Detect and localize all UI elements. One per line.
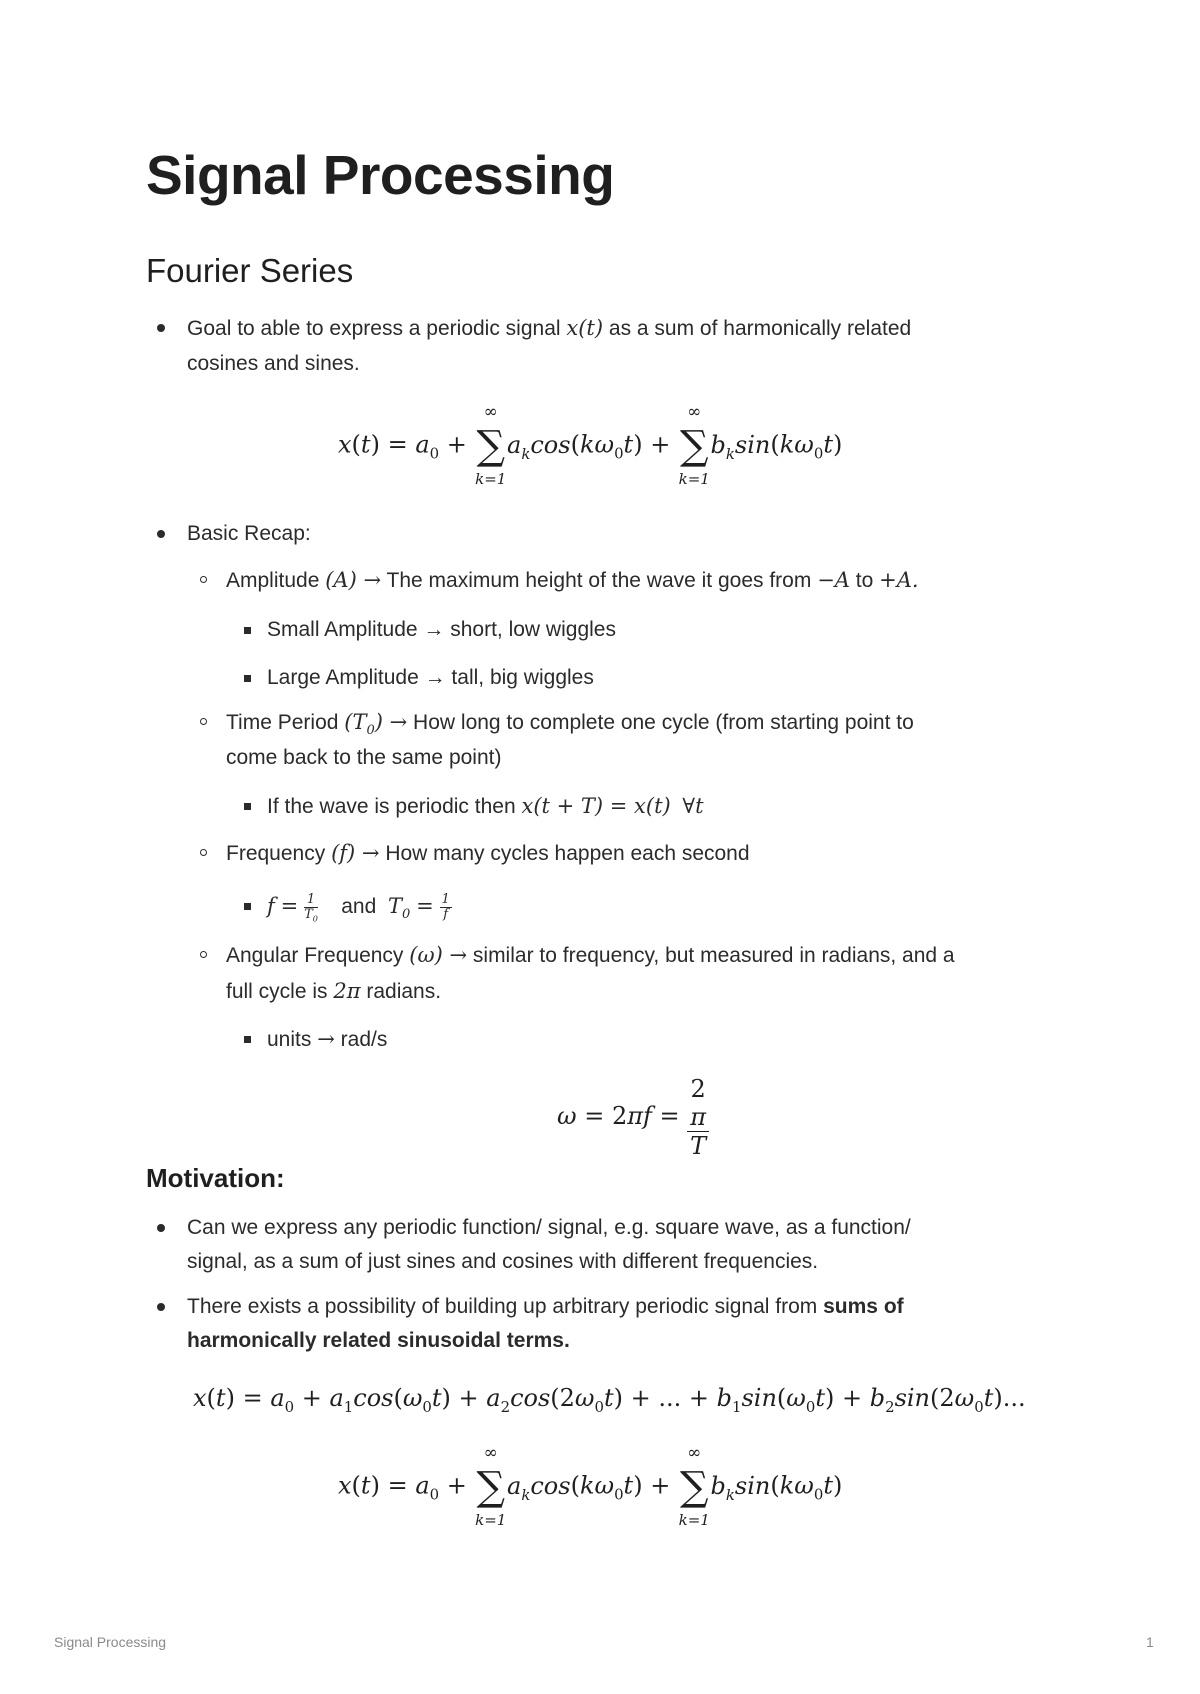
amplitude-to: to xyxy=(849,569,880,592)
fourier-series-expanded-equation: $x(t) = a_0 + a_1\cos(\omega_0t) + a_2\cos(2\omega_0t)$ + ... + $b_1\sin(\omega_0t) + b_2\sin(2\omega_0t)$... xyxy=(193,1384,1026,1416)
full-cycle-text: full cycle is xyxy=(226,980,334,1003)
goal-text: Goal to able to express a periodic signal xyxy=(187,317,567,340)
units-item: units → rad/s xyxy=(267,1027,388,1051)
large-amplitude-item: Large Amplitude → tall, big wiggles xyxy=(267,666,594,689)
radians-text: radians. xyxy=(360,980,442,1003)
basic-recap-label: Basic Recap: xyxy=(187,522,311,545)
motivation-bullet-2-text: There exists a possibility of building up arbitrary periodic signal from xyxy=(187,1295,824,1318)
goal-math: x(t) xyxy=(566,316,604,340)
angular-frequency-line-1: Angular Frequency (ω) → similar to frequency, but measured in radians, and a xyxy=(226,943,955,967)
bullet-disc xyxy=(157,1303,165,1311)
amplitude-line xyxy=(226,562,919,599)
bullet-disc xyxy=(157,1224,165,1232)
motivation-bullet-1-line-1: Can we express any periodic function/ signal, e.g. square wave, as a function/ xyxy=(187,1216,911,1239)
angular-frequency-text: similar to frequency, but measured in radians, and a xyxy=(467,944,955,967)
bullet-circle xyxy=(200,849,207,856)
motivation-bullet-2-line-1 xyxy=(187,1289,904,1325)
and-text: and xyxy=(341,895,377,918)
goal-line-2: cosines and sines. xyxy=(187,352,360,375)
bullet-square xyxy=(244,903,251,910)
frequency-text: How many cycles happen each second xyxy=(379,842,750,865)
frequency-label: Frequency xyxy=(226,842,332,865)
units-label: units xyxy=(267,1028,318,1051)
bullet-disc xyxy=(157,530,165,538)
goal-line-1 xyxy=(187,310,911,347)
bullet-circle xyxy=(200,718,207,725)
fourier-series-equation-1: $x(t) = a_0$ + ∞ ∑ k=1 $a_k\cos(k\omega_0t)$ + ∞ ∑ k=1 $b_k\sin(k\omega_0t)$ xyxy=(338,402,843,488)
two-pi-math: 2π xyxy=(333,979,361,1003)
periodic-text: If the wave is periodic then xyxy=(267,795,522,818)
time-period-label: Time Period xyxy=(226,711,345,734)
bullet-square xyxy=(244,1036,251,1043)
motivation-bullet-2-bold: sums of xyxy=(823,1295,904,1318)
motivation-heading: Motivation: xyxy=(146,1163,285,1193)
time-period-text: How long to complete one cycle (from starting point to xyxy=(407,711,914,734)
page-number: 1 xyxy=(1146,1634,1154,1650)
angular-frequency-line-2 xyxy=(226,973,441,1010)
goal-text-post: as a sum of harmonically related xyxy=(603,317,912,340)
page-title: Signal Processing xyxy=(146,144,615,206)
amplitude-text: The maximum height of the wave it goes from xyxy=(381,569,818,592)
angular-frequency-equation: ω = 2πf = 2 π T xyxy=(557,1075,709,1160)
amplitude-neg: −A xyxy=(817,568,850,592)
time-period-line-1: Time Period $(T_0)$ → How long to complete one cycle (from starting point to xyxy=(226,710,914,739)
bullet-circle xyxy=(200,951,207,958)
bullet-circle xyxy=(200,576,207,583)
amplitude-label: Amplitude xyxy=(226,569,326,592)
periodic-condition-item: If the wave is periodic then x(t + T) = x(t) ∀t xyxy=(267,794,704,818)
bullet-square xyxy=(244,675,251,682)
motivation-bullet-2-bold-2: harmonically related sinusoidal terms. xyxy=(187,1329,570,1352)
time-period-line-2: come back to the same point) xyxy=(226,746,502,769)
motivation-bullet-2-line-2 xyxy=(187,1323,570,1359)
units-value: rad/s xyxy=(334,1028,388,1051)
amplitude-math: (A) → xyxy=(325,568,382,592)
fourier-series-equation-2: $x(t) = a_0$ + ∞ ∑ k=1 $a_k\cos(k\omega_0t)$ + ∞ ∑ k=1 $b_k\sin(k\omega_0t)$ xyxy=(338,1443,843,1529)
frequency-line: Frequency (f) → How many cycles happen each second xyxy=(226,841,750,865)
footer-title: Signal Processing xyxy=(54,1634,167,1650)
amplitude-pos: +A. xyxy=(879,568,919,592)
section-title-fourier-series: Fourier Series xyxy=(146,252,354,289)
angular-frequency-label: Angular Frequency xyxy=(226,944,410,967)
bullet-square xyxy=(244,803,251,810)
small-amplitude-item: Small Amplitude → short, low wiggles xyxy=(267,618,616,641)
frequency-relation-item: f = $\frac{1}{T_0}$ and $T_0$ = $\frac{1}{f}$ xyxy=(267,891,450,924)
bullet-disc xyxy=(157,324,165,332)
motivation-bullet-1-line-2: signal, as a sum of just sines and cosines with different frequencies. xyxy=(187,1250,819,1273)
bullet-square xyxy=(244,627,251,634)
